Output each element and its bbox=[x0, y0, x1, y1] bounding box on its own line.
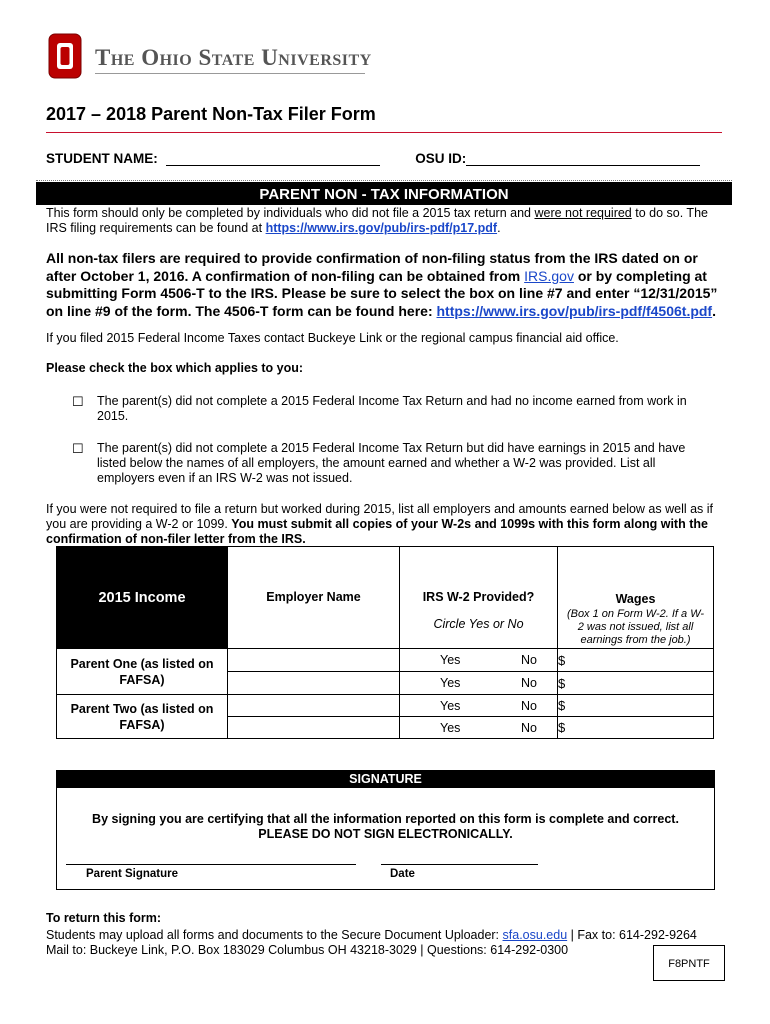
worked-note-text: If you were not required to file a return but worked during 2015, list all employers and amounts earned below as well as if you are providing a W-2 or 1099. bbox=[46, 502, 714, 531]
yes-option[interactable]: Yes bbox=[440, 698, 461, 713]
fax-text: | Fax to: 614-292-9264 bbox=[567, 928, 697, 942]
osu-id-field[interactable] bbox=[466, 151, 700, 166]
checkbox-no-income[interactable]: ☐ bbox=[72, 394, 84, 409]
parent-two-employer-1[interactable] bbox=[228, 695, 400, 717]
parent-one-wages-1[interactable]: $ bbox=[558, 649, 714, 672]
date-label: Date bbox=[390, 868, 415, 880]
option-no-income-text: The parent(s) did not complete a 2015 Federal Income Tax Return and had no income earned from work in 2015. bbox=[97, 394, 687, 423]
irs-4506t-link[interactable]: https://www.irs.gov/pub/irs-pdf/f4506t.pdf bbox=[436, 302, 713, 319]
yes-option[interactable]: Yes bbox=[440, 653, 461, 667]
sfa-osu-link[interactable]: sfa.osu.edu bbox=[502, 928, 568, 942]
yes-option[interactable]: Yes bbox=[440, 720, 461, 735]
parent-one-employer-2[interactable] bbox=[228, 672, 400, 695]
parent-one-w2-2[interactable] bbox=[400, 672, 558, 695]
parent-two-label: Parent Two (as listed on FAFSA) bbox=[57, 695, 228, 739]
filed-note: If you filed 2015 Federal Income Taxes contact Buckeye Link or the regional campus financial aid office. bbox=[46, 331, 619, 345]
parent-signature-label: Parent Signature bbox=[86, 868, 179, 880]
student-name-field[interactable] bbox=[166, 151, 380, 166]
income-table bbox=[56, 546, 714, 739]
return-title: To return this form: bbox=[46, 911, 162, 925]
no-option[interactable]: No bbox=[521, 653, 537, 667]
requirement-text-2: or by completing at submitting Form 4506-T to the IRS. Please be sure to select the box on line #7 and enter “12/31/2015” on line #9 of the form. The 4506-T form can be found here: bbox=[46, 267, 718, 319]
requirement-end: . bbox=[712, 302, 716, 319]
intro-paragraph bbox=[46, 206, 726, 236]
intro-underlined: were not required bbox=[534, 206, 632, 220]
parent-signature-line[interactable] bbox=[66, 864, 356, 865]
irs-p17-link[interactable]: https://www.irs.gov/pub/irs-pdf/p17.pdf bbox=[265, 221, 498, 235]
osu-id-label: OSU ID: bbox=[415, 151, 467, 166]
header-employer-name: Employer Name bbox=[228, 547, 400, 649]
parent-two-w2-1[interactable] bbox=[400, 695, 558, 717]
intro-text-1: This form should only be completed by individuals who did not file a 2015 tax return and bbox=[46, 206, 535, 220]
form-code-box: F8PNTF bbox=[653, 945, 725, 981]
return-mail-line: Mail to: Buckeye Link, P.O. Box 183029 Columbus OH 43218-3029 | Questions: 614-292-0300 bbox=[46, 943, 569, 957]
student-name-label: STUDENT NAME: bbox=[46, 151, 158, 166]
header-2015-income: 2015 Income bbox=[57, 547, 228, 649]
check-prompt: Please check the box which applies to you: bbox=[46, 361, 304, 375]
parent-two-employer-2[interactable] bbox=[228, 717, 400, 739]
no-electronic-text: PLEASE DO NOT SIGN ELECTRONICALLY. bbox=[258, 827, 513, 841]
upload-text: Students may upload all forms and documents to the Secure Document Uploader: bbox=[46, 928, 503, 942]
worked-note bbox=[46, 502, 726, 547]
osu-logo bbox=[48, 33, 82, 79]
parent-one-wages-2[interactable]: $ bbox=[558, 672, 714, 695]
student-info-row bbox=[46, 151, 726, 166]
parent-two-w2-2[interactable] bbox=[400, 717, 558, 739]
return-upload-line bbox=[46, 928, 697, 942]
irs-gov-link[interactable]: IRS.gov bbox=[524, 267, 574, 284]
parent-one-employer-1[interactable] bbox=[228, 649, 400, 672]
header-wages bbox=[558, 547, 714, 649]
no-option[interactable]: No bbox=[521, 698, 537, 713]
title-divider bbox=[46, 132, 722, 133]
option-with-earnings-text: The parent(s) did not complete a 2015 Federal Income Tax Return but did have earnings in 2015 and have listed below the names of all employers, the amount earned and whether a W-2 was provided. List all employers even if an IRS W-2 was not issued. bbox=[97, 441, 686, 485]
intro-end: . bbox=[497, 221, 501, 235]
circle-yes-no-note: Circle Yes or No bbox=[433, 617, 524, 631]
header-divider bbox=[95, 73, 365, 74]
w2-provided-label: IRS W-2 Provided? bbox=[422, 590, 535, 604]
signature-header: SIGNATURE bbox=[57, 771, 714, 788]
parent-one-label: Parent One (as listed on FAFSA) bbox=[57, 649, 228, 695]
wages-label: Wages bbox=[615, 592, 656, 606]
parent-two-wages-2[interactable]: $ bbox=[558, 717, 714, 739]
worked-note-bold: You must submit all copies of your W-2s and 1099s with this form along with the confirmation of non-filer letter from the IRS. bbox=[46, 517, 708, 546]
header-w2-provided bbox=[400, 547, 558, 649]
option-with-earnings bbox=[72, 441, 712, 486]
section-header: PARENT NON - TAX INFORMATION bbox=[36, 182, 732, 205]
no-option[interactable]: No bbox=[521, 720, 537, 735]
parent-two-wages-1[interactable]: $ bbox=[558, 695, 714, 717]
parent-one-w2-1[interactable] bbox=[400, 649, 558, 672]
section-top-divider bbox=[36, 180, 732, 181]
wages-note: (Box 1 on Form W-2. If a W-2 was not issued, list all earnings from the job.) bbox=[566, 608, 705, 646]
checkbox-with-earnings[interactable]: ☐ bbox=[72, 441, 84, 456]
signature-certification bbox=[57, 812, 714, 842]
certify-text: By signing you are certifying that all the information reported on this form is complete and correct. bbox=[92, 812, 679, 826]
university-name: The Ohio State University bbox=[95, 45, 372, 70]
option-no-income bbox=[72, 394, 712, 424]
requirement-text-1: All non-tax filers are required to provide confirmation of non-filing status from the IRS dated on or after October 1, 2016. A confirmation of non-filing can be obtained from bbox=[46, 250, 698, 284]
intro-text-2: to do so. The IRS filing requirements can be found at bbox=[46, 206, 708, 235]
form-title: 2017 – 2018 Parent Non-Tax Filer Form bbox=[46, 104, 376, 124]
no-option[interactable]: No bbox=[521, 676, 537, 690]
yes-option[interactable]: Yes bbox=[440, 676, 461, 690]
non-filing-requirement bbox=[46, 250, 730, 320]
date-line[interactable] bbox=[381, 864, 538, 865]
